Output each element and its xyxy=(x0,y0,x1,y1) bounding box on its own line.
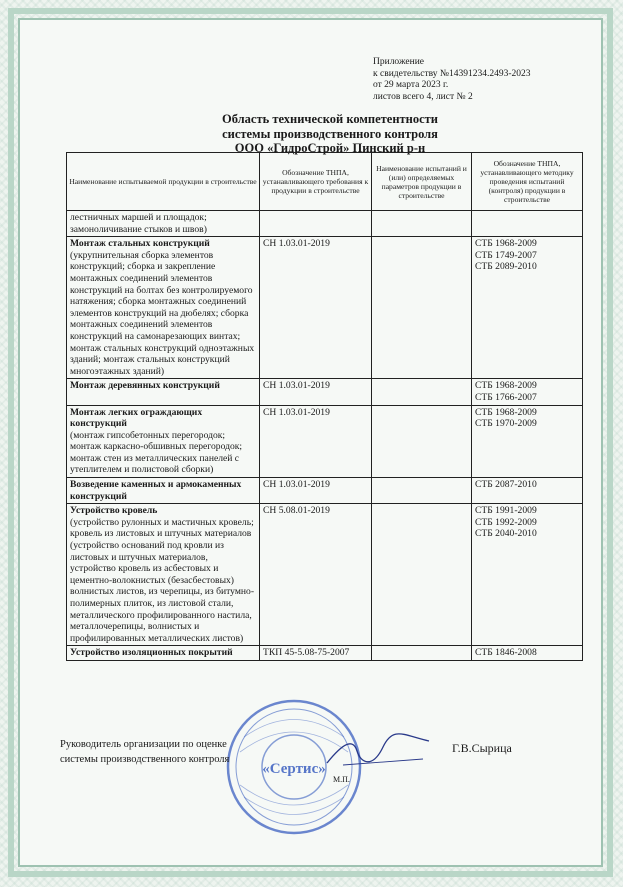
product-details: (укрупнительная сборка элементов конструкций; сборка и закрепление монтажных соединений элементов конструкций на болтах без контролируемого натяжения; сборка монтажных соединений элементов конструкций на дюбелях; сборка монтажных соединений элементов конструкций на самонарезающих винтах; монтаж стальных конструкций одноэтажных зданий; монтаж стальных конструкций многоэтажных зданий) xyxy=(70,249,255,377)
table-row xyxy=(67,237,583,379)
cell-methods: СТБ 1991-2009 СТБ 1992-2009 СТБ 2040-2010 xyxy=(472,504,583,646)
table-row xyxy=(67,504,583,646)
header-tests: Наименование испытаний и (или) определяемых параметров продукции в строительстве xyxy=(372,153,472,211)
product-name: Монтаж легких ограждающих конструкций xyxy=(70,406,203,430)
cell-tests xyxy=(372,211,472,237)
product-name: Возведение каменных и армокаменных конструкций xyxy=(70,479,242,502)
seal-place-label: М.П. xyxy=(333,775,350,784)
document-title xyxy=(150,112,510,156)
header-tnpa: Обозначение ТНПА, устанавливающего требования к продукции в строительстве xyxy=(260,153,372,211)
cell-tnpa xyxy=(260,211,372,237)
table-row xyxy=(67,646,583,661)
appendix-line: Приложение xyxy=(373,57,424,67)
signatory-title-line-1: Руководитель организации по оценке xyxy=(60,739,227,750)
header-methods: Обозначение ТНПА, устанавливающего методику проведения испытаний (контроля) продукции в строительстве xyxy=(472,153,583,211)
cell-product xyxy=(67,478,260,504)
signature-mark xyxy=(323,733,433,773)
cell-tnpa: СН 1.03.01-2019 xyxy=(260,379,372,405)
table-row xyxy=(67,405,583,478)
title-line-1: Область технической компетентности xyxy=(221,112,439,126)
title-line-2: системы производственного контроля xyxy=(222,126,438,141)
appendix-sheets: листов всего 4, лист № 2 xyxy=(373,91,473,102)
product-name: Монтаж стальных конструкций xyxy=(70,238,210,250)
cell-tests xyxy=(372,237,472,379)
cell-methods: СТБ 1846-2008 xyxy=(472,646,583,661)
cell-tnpa: ТКП 45-5.08-75-2007 xyxy=(260,646,372,661)
product-details: (монтаж гипсобетонных перегородок; монтаж каркасно-обшивных перегородок; монтаж стен из металлических панелей с утеплителем и полистовой сборки) xyxy=(70,429,243,476)
appendix-certificate-number: к свидетельству №14391234.2493-2023 xyxy=(373,68,531,79)
cell-tests xyxy=(372,405,472,478)
cell-methods: СТБ 1968-2009 СТБ 1970-2009 xyxy=(472,405,583,478)
cell-product xyxy=(67,237,260,379)
product-name: Устройство кровель xyxy=(70,505,158,517)
cell-product xyxy=(67,379,260,405)
cell-tnpa: СН 1.03.01-2019 xyxy=(260,405,372,478)
table-row xyxy=(67,379,583,405)
cell-tests xyxy=(372,478,472,504)
cell-product xyxy=(67,504,260,646)
header-product: Наименование испытываемой продукции в строительстве xyxy=(67,153,260,211)
cell-methods: СТБ 1968-2009 СТБ 1766-2007 xyxy=(472,379,583,405)
cell-tests xyxy=(372,379,472,405)
cell-product xyxy=(67,646,260,661)
signer-name: Г.В.Сырица xyxy=(452,741,512,755)
product-details: (устройство рулонных и мастичных кровель; кровель из листовых и штучных материалов (устройство оснований под кровли из листовых и штучных материалов, устройство кровель из асбестовых и цементно-волокнистых (безасбестовых) волнистых листов, из черепицы, из битумно-полимерных плиток, из листовой стали, металлического профилированного настила, металлочерепицы, волнистых и профилированных металлических листов) xyxy=(70,516,255,644)
cell-methods xyxy=(472,211,583,237)
cell-tnpa: СН 5.08.01-2019 xyxy=(260,504,372,646)
signatory-title-line-2: системы производственного контроля xyxy=(60,754,230,765)
stamp-center-text: «Сертис» xyxy=(262,761,326,777)
cell-tnpa: СН 1.03.01-2019 xyxy=(260,237,372,379)
cell-product xyxy=(67,211,260,237)
table-body xyxy=(67,211,583,661)
table-header-row xyxy=(67,153,583,211)
cell-tests xyxy=(372,504,472,646)
table-row xyxy=(67,211,583,237)
product-name: Устройство изоляционных покрытий xyxy=(70,647,233,659)
table-row xyxy=(67,478,583,504)
competence-table xyxy=(66,152,583,661)
cell-methods: СТБ 1968-2009 СТБ 1749-2007 СТБ 2089-2010 xyxy=(472,237,583,379)
cell-tests xyxy=(372,646,472,661)
appendix-header xyxy=(373,57,531,103)
signatory-block xyxy=(60,737,229,767)
product-name: Монтаж деревянных конструкций xyxy=(70,380,220,392)
cell-product xyxy=(67,405,260,478)
appendix-date: от 29 марта 2023 г. xyxy=(373,80,449,90)
title-line-3: ООО «ГидроСтрой» Пинский р-н xyxy=(234,141,426,155)
product-details: лестничных маршей и площадок; замоноличивание стыков и швов) xyxy=(70,212,207,235)
cell-methods: СТБ 2087-2010 xyxy=(472,478,583,504)
cell-tnpa: СН 1.03.01-2019 xyxy=(260,478,372,504)
